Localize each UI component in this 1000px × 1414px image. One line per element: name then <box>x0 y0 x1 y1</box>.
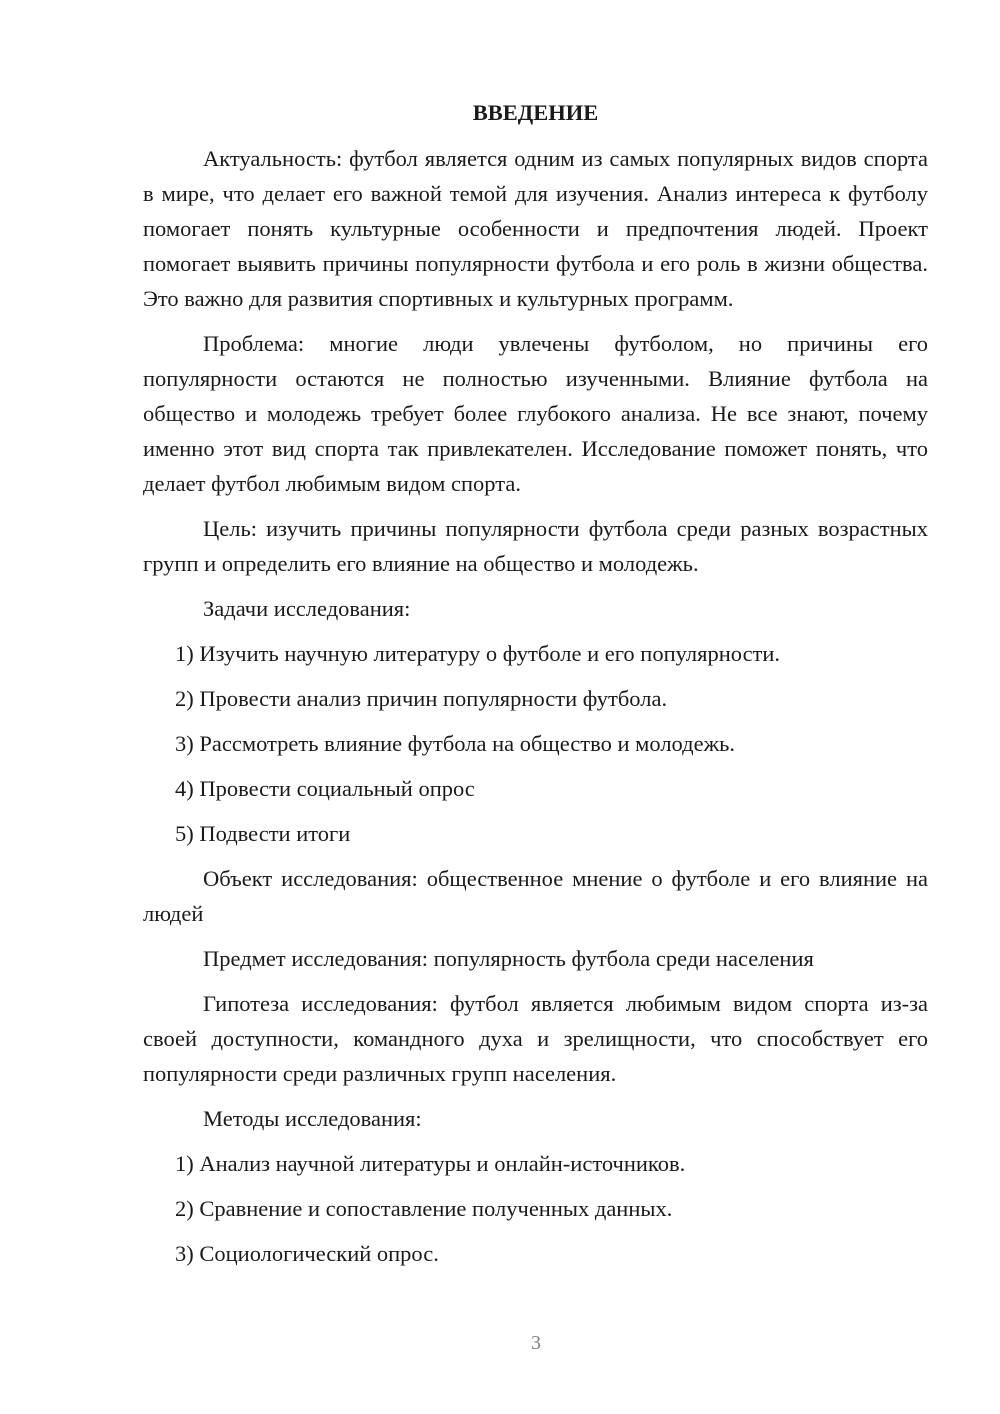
document-page <box>143 95 928 1281</box>
page-heading: ВВЕДЕНИЕ <box>472 100 599 125</box>
page-number: 3 <box>531 1332 541 1354</box>
methods-list <box>143 1146 928 1271</box>
list-item: 3) Рассмотреть влияние футбола на общество и молодежь. <box>175 731 736 756</box>
paragraph-relevance: Актуальность: футбол является одним из самых популярных видов спорта в мире, что делает его важной темой для изучения. Анализ интереса к футболу помогает понять культурные особенности и предпочтения людей. Проект помогает выявить причины популярности футбола и его роль в жизни общества. Это важно для развития спортивных и культурных программ. <box>143 146 928 311</box>
list-item: 1) Изучить научную литературу о футболе и его популярности. <box>175 641 781 666</box>
paragraph-tasks-intro: Задачи исследования: <box>203 596 411 621</box>
list-item: 5) Подвести итоги <box>175 821 351 846</box>
list-item: 1) Анализ научной литературы и онлайн-источников. <box>175 1151 686 1176</box>
paragraph-problem: Проблема: многие люди увлечены футболом, но причины его популярности остаются не полностью изученными. Влияние футбола на общество и молодежь требует более глубокого анализа. Не все знают, почему именно этот вид спорта так привлекателен. Исследование поможет понять, что делает футбол любимым видом спорта. <box>143 331 928 496</box>
list-item: 2) Сравнение и сопоставление полученных данных. <box>175 1196 673 1221</box>
list-item: 3) Социологический опрос. <box>175 1241 439 1266</box>
paragraph-goal: Цель: изучить причины популярности футбола среди разных возрастных групп и определить его влияние на общество и молодежь. <box>143 516 928 576</box>
list-item: 2) Провести анализ причин популярности футбола. <box>175 686 668 711</box>
paragraph-subject: Предмет исследования: популярность футбола среди населения <box>203 946 814 971</box>
tasks-list <box>143 636 928 851</box>
paragraph-object: Объект исследования: общественное мнение о футболе и его влияние на людей <box>143 866 928 926</box>
paragraph-hypothesis: Гипотеза исследования: футбол является любимым видом спорта из-за своей доступности, командного духа и зрелищности, что способствует его популярности среди различных групп населения. <box>143 991 928 1086</box>
list-item: 4) Провести социальный опрос <box>175 776 475 801</box>
paragraph-methods-intro: Методы исследования: <box>203 1106 422 1131</box>
